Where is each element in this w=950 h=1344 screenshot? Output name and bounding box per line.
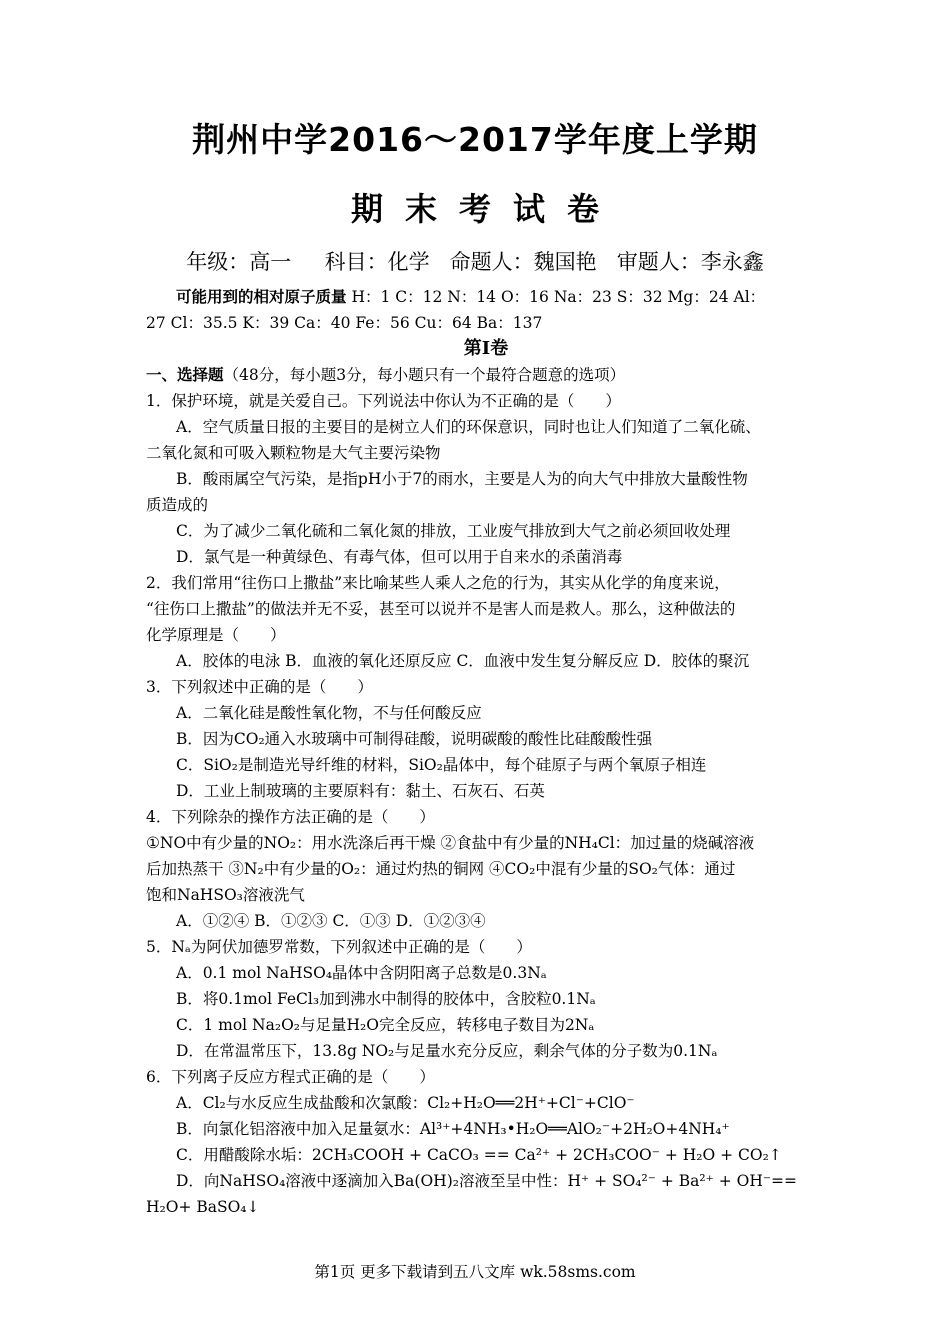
q3-option-b: B．因为CO₂通入水玻璃中可制得硅酸，说明碳酸的酸性比硅酸酸性强 <box>176 730 653 748</box>
q5-option-c: C．1 mol Na₂O₂与足量H₂O完全反应，转移电子数目为2Nₐ <box>176 1016 595 1034</box>
q5-option-d: D．在常温常压下，13.8g NO₂与足量水充分反应，剩余气体的分子数为0.1Nₐ <box>176 1042 718 1060</box>
q6-option-b: B．向氯化铝溶液中加入足量氨水：Al³⁺+4NH₃•H₂O══AlO₂⁻+2H₂O+4NH₄⁺ <box>176 1120 730 1138</box>
section-title: 第Ⅰ卷 <box>463 338 509 359</box>
q4-items-3: 饱和NaHSO₃溶液洗气 <box>146 886 305 904</box>
q3-option-c: C．SiO₂是制造光导纤维的材料，SiO₂晶体中，每个硅原子与两个氧原子相连 <box>176 756 707 774</box>
q6-option-c: C．用醋酸除水垢：2CH₃COOH + CaCO₃ == Ca²⁺ + 2CH₃COO⁻ + H₂O + CO₂↑ <box>176 1146 782 1164</box>
q1-option-b-cont: 质造成的 <box>146 496 209 514</box>
q4-items-2: 后加热蒸干 ③N₂中有少量的O₂：通过灼热的铜网 ④CO₂中混有少量的SO₂气体：通过 <box>146 860 736 878</box>
q6-option-d: D．向NaHSO₄溶液中逐滴加入Ba(OH)₂溶液至呈中性：H⁺ + SO₄²⁻ + Ba²⁺ + OH⁻== <box>176 1172 798 1190</box>
part1-heading: 一、选择题 <box>146 366 224 384</box>
exam-meta: 年级：高一 科目：化学 命题人：魏国艳 审题人：李永鑫 <box>186 250 764 274</box>
q6-option-d-cont: H₂O+ BaSO₄↓ <box>146 1198 260 1216</box>
page-footer: 第1页 更多下载请到五八文库 wk.58sms.com <box>314 1263 636 1281</box>
q4-stem: 4．下列除杂的操作方法正确的是（ ） <box>146 808 435 826</box>
q2-stem-cont-2: 化学原理是（ ） <box>146 626 286 644</box>
q1-option-b: B．酸雨属空气污染，是指pH小于7的雨水，主要是人为的向大气中排放大量酸性物 <box>176 470 748 488</box>
q2-stem: 2．我们常用“往伤口上撒盐”来比喻某些人乘人之危的行为，其实从化学的角度来说， <box>146 574 730 592</box>
q6-stem: 6．下列离子反应方程式正确的是（ ） <box>146 1068 435 1086</box>
atomic-mass-line-1 <box>146 284 826 310</box>
atomic-mass-label: 可能用到的相对原子质量 <box>176 288 347 306</box>
q4-options: A．①②④ B．①②③ C．①③ D．①②③④ <box>176 912 486 930</box>
part1-heading-line <box>146 362 826 388</box>
q6-option-a: A．Cl₂与水反应生成盐酸和次氯酸：Cl₂+H₂O══2H⁺+Cl⁻+ClO⁻ <box>176 1094 635 1112</box>
q3-stem: 3．下列叙述中正确的是（ ） <box>146 678 373 696</box>
q4-items-1: ①NO中有少量的NO₂：用水洗涤后再干燥 ②食盐中有少量的NH₄Cl：加过量的烧碱溶液 <box>146 834 755 852</box>
q5-option-a: A．0.1 mol NaHSO₄晶体中含阴阳离子总数是0.3Nₐ <box>176 964 547 982</box>
q1-option-d: D．氯气是一种黄绿色、有毒气体，但可以用于自来水的杀菌消毒 <box>176 548 623 566</box>
exam-subtitle: 期末考试卷 <box>350 190 621 228</box>
atomic-mass-line-2: 27 Cl：35.5 K：39 Ca：40 Fe：56 Cu：64 Ba：137 <box>146 314 543 332</box>
part1-note: （48分，每小题3分，每小题只有一个最符合题意的选项） <box>223 366 626 384</box>
q2-options: A．胶体的电泳 B．血液的氧化还原反应 C．血液中发生复分解反应 D．胶体的聚沉 <box>176 652 750 670</box>
exam-body <box>146 284 826 1220</box>
q1-option-a: A．空气质量日报的主要目的是树立人们的环保意识，同时也让人们知道了二氧化硫、 <box>176 418 761 436</box>
q2-stem-cont-1: “往伤口上撒盐”的做法并无不妥，甚至可以说并不是害人而是救人。那么，这种做法的 <box>146 600 736 618</box>
q5-option-b: B．将0.1mol FeCl₃加到沸水中制得的胶体中，含胶粒0.1Nₐ <box>176 990 596 1008</box>
q3-option-d: D．工业上制玻璃的主要原料有：黏土、石灰石、石英 <box>176 782 545 800</box>
q5-stem: 5．Nₐ为阿伏加德罗常数，下列叙述中正确的是（ ） <box>146 938 532 956</box>
q3-option-a: A．二氧化硅是酸性氧化物，不与任何酸反应 <box>176 704 482 722</box>
q1-option-c: C．为了减少二氧化硫和二氧化氮的排放，工业废气排放到大气之前必须回收处理 <box>176 522 731 540</box>
atomic-mass-values: H：1 C：12 N：14 O：16 Na：23 S：32 Mg：24 Al： <box>346 288 766 306</box>
exam-title: 荆州中学2016～2017学年度上学期 <box>192 120 758 159</box>
q1-option-a-cont: 二氧化氮和可吸入颗粒物是大气主要污染物 <box>146 444 441 462</box>
q1-stem: 1．保护环境，就是关爱自己。下列说法中你认为不正确的是（ ） <box>146 392 621 410</box>
